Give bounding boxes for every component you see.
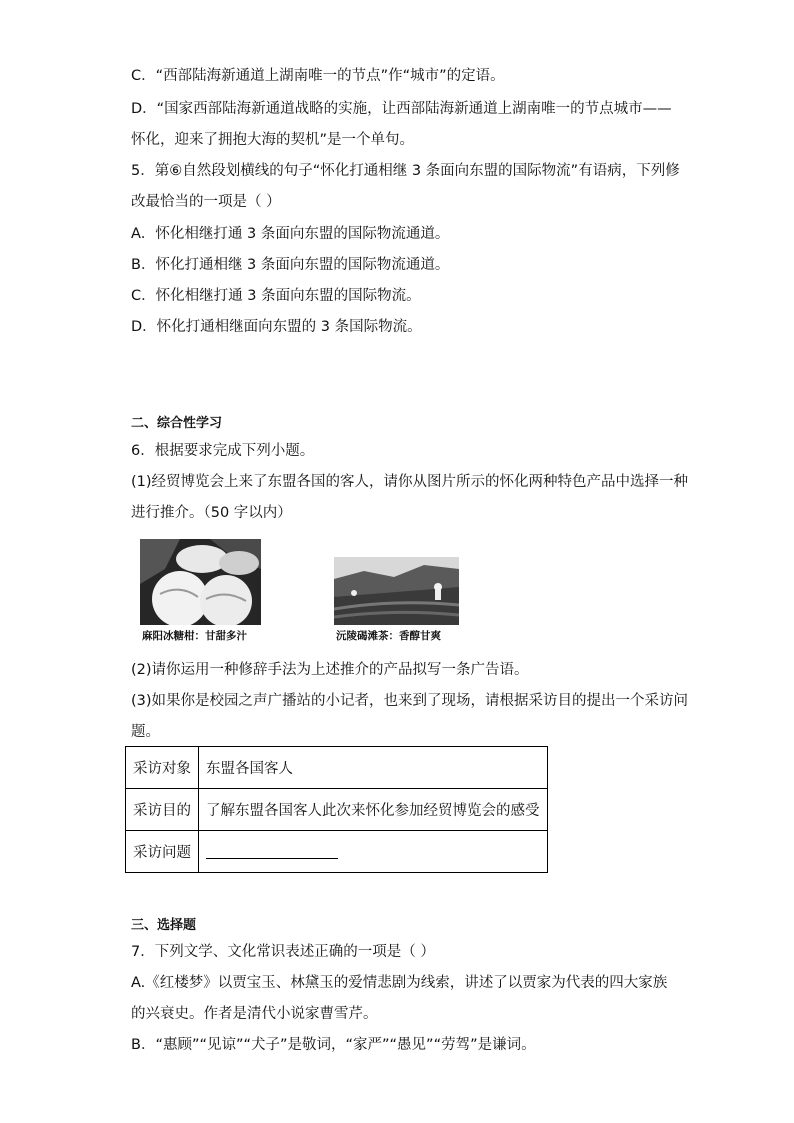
interview-table [125, 746, 548, 873]
q4-option-d-line1: D．“国家西部陆海新通道战略的实施，让西部陆海新通道上湖南唯一的节点城市—— [131, 101, 672, 117]
table-row [126, 831, 548, 873]
tangerine-photo [140, 539, 261, 625]
tea-field-photo [334, 557, 459, 625]
q7-stem: 7．下列文学、文化常识表述正确的一项是（ ） [131, 944, 435, 960]
tangerine-caption: 麻阳冰糖柑：甘甜多汁 [142, 630, 247, 642]
q7-option-a-line1: A.《红楼梦》以贾宝玉、林黛玉的爱情悲剧为线索，讲述了以贾家为代表的四大家族 [131, 975, 668, 991]
q6-sub1-line1: (1)经贸博览会上来了东盟各国的客人，请你从图片所示的怀化两种特色产品中选择一种 [131, 474, 689, 490]
section3-heading: 三、选择题 [131, 918, 197, 933]
tea-field-illustration [334, 557, 459, 625]
interview-purpose-label: 采访目的 [126, 789, 199, 831]
answer-blank[interactable] [206, 844, 338, 859]
interview-subject-label: 采访对象 [126, 747, 199, 789]
table-row [126, 789, 548, 831]
q6-sub2: (2)请你运用一种修辞手法为上述推介的产品拟写一条广告语。 [131, 662, 529, 678]
q7-option-a-line2: 的兴衰史。作者是清代小说家曹雪芹。 [131, 1006, 378, 1022]
q6-sub3-line2: 题。 [131, 724, 160, 740]
q5-option-a: A．怀化相继打通 3 条面向东盟的国际物流通道。 [131, 226, 450, 242]
interview-subject-value: 东盟各国客人 [199, 747, 548, 789]
tangerine-illustration [140, 539, 261, 625]
interview-question-label: 采访问题 [126, 831, 199, 873]
q6-sub3-line1: (3)如果你是校园之声广播站的小记者，也来到了现场，请根据采访目的提出一个采访问 [131, 693, 689, 709]
q5-stem-line1: 5．第⑥自然段划横线的句子“怀化打通相继 3 条面向东盟的国际物流”有语病，下列修 [131, 163, 680, 179]
q6-sub1-line2: 进行推介。（50 字以内） [131, 505, 292, 521]
q6-stem: 6．根据要求完成下列小题。 [131, 443, 315, 459]
section2-heading: 二、综合性学习 [131, 416, 223, 431]
tea-caption: 沅陵碣滩茶：香醇甘爽 [336, 630, 441, 642]
q4-option-c: C．“西部陆海新通道上湖南唯一的节点”作“城市”的定语。 [131, 68, 505, 84]
interview-purpose-value: 了解东盟各国客人此次来怀化参加经贸博览会的感受 [199, 789, 548, 831]
q4-option-d-line2: 怀化，迎来了拥抱大海的契机”是一个单句。 [131, 132, 415, 148]
table-row [126, 747, 548, 789]
q5-stem-line2: 改最恰当的一项是（ ） [131, 194, 281, 210]
q5-option-d: D．怀化打通相继面向东盟的 3 条国际物流。 [131, 319, 422, 335]
q5-option-b: B．怀化打通相继 3 条面向东盟的国际物流通道。 [131, 257, 450, 273]
q5-option-c: C．怀化相继打通 3 条面向东盟的国际物流。 [131, 288, 421, 304]
interview-question-cell[interactable] [199, 831, 548, 873]
q7-option-b: B．“惠顾”“见谅”“犬子”是敬词，“家严”“愚见”“劳驾”是谦词。 [131, 1037, 536, 1053]
